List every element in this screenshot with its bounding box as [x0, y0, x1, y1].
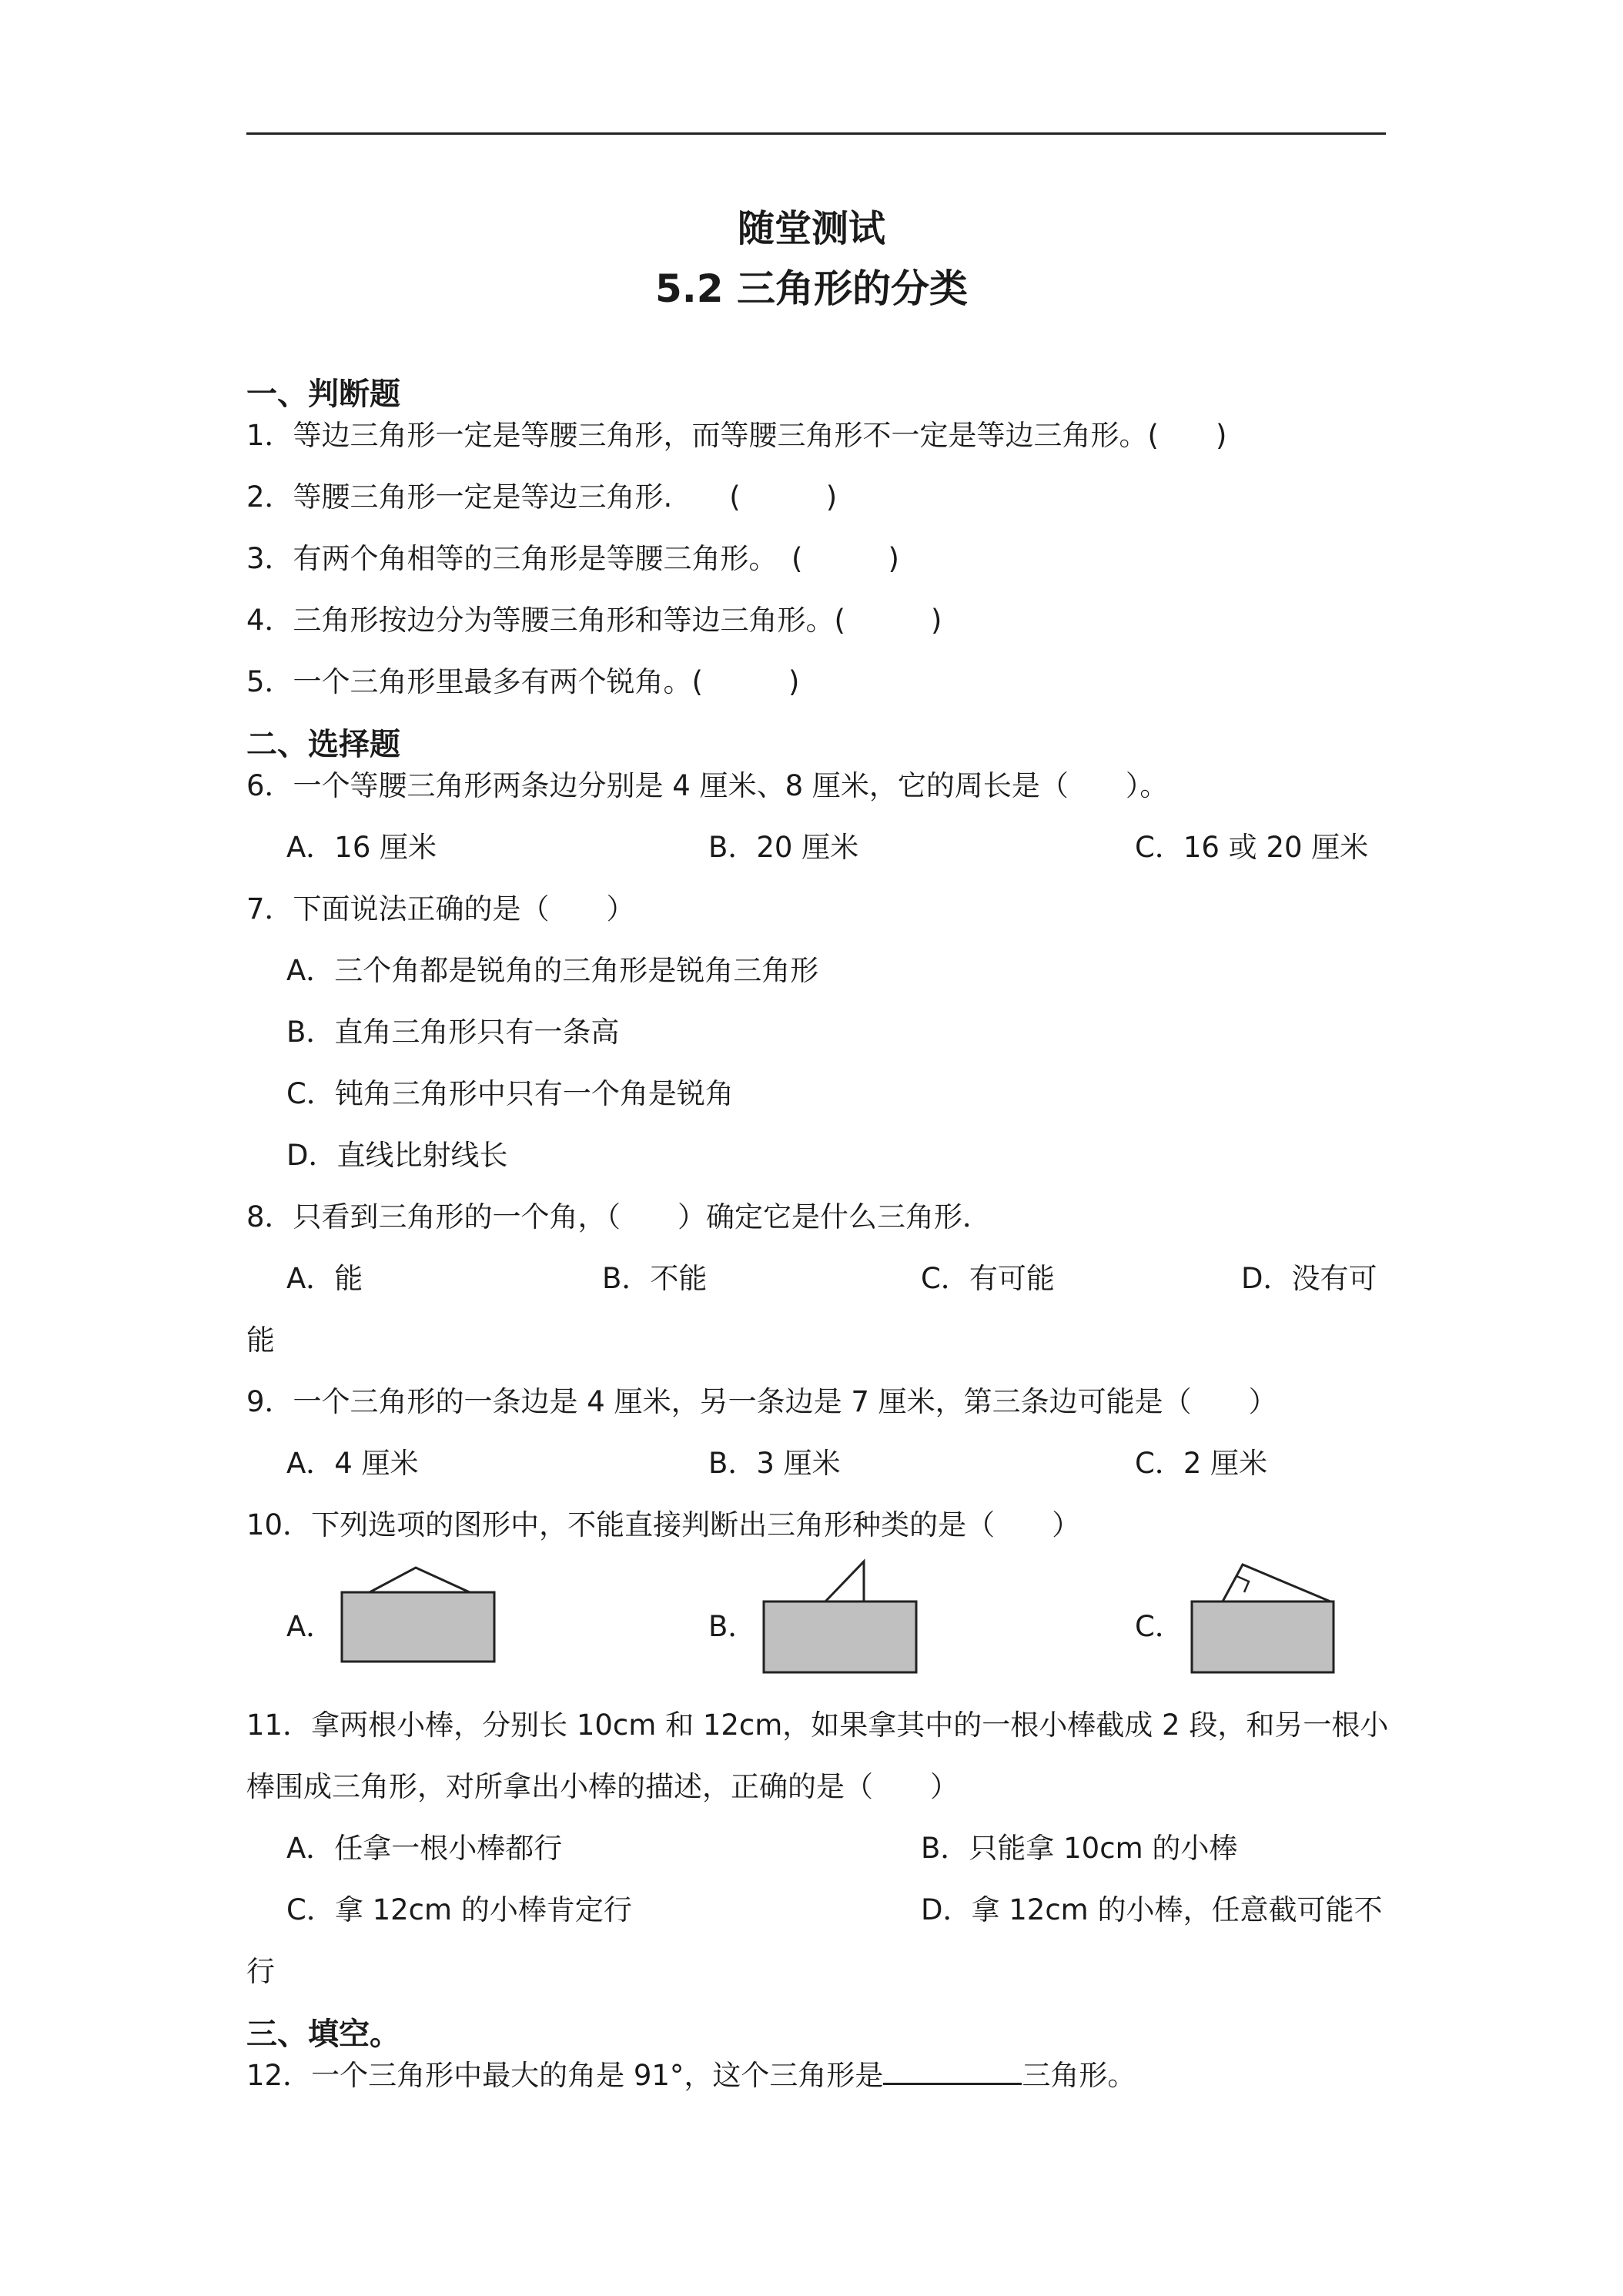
q9-option-a: A．4 厘米 — [286, 1447, 419, 1480]
q6-option-c: C．16 或 20 厘米 — [1135, 831, 1369, 864]
question-11-line-2: 棒围成三角形，对所拿出小棒的描述，正确的是（ ） — [246, 1770, 959, 1803]
q7-option-b: B．直角三角形只有一条高 — [286, 1016, 620, 1049]
q10-option-a-label: A． — [286, 1610, 335, 1643]
q11-option-a: A．任拿一根小棒都行 — [286, 1832, 563, 1865]
q10-option-c-label: C． — [1135, 1610, 1183, 1643]
question-9: 9．一个三角形的一条边是 4 厘米，另一条边是 7 厘米，第三条边可能是（ ） — [246, 1385, 1277, 1418]
q11-option-b: B．只能拿 10cm 的小棒 — [921, 1832, 1238, 1865]
q8-option-d-continued: 能 — [246, 1324, 275, 1357]
question-4: 4．三角形按边分为等腰三角形和等边三角形。( ) — [246, 604, 942, 637]
q8-option-a: A．能 — [286, 1262, 363, 1295]
q10-figure-c — [1189, 1557, 1343, 1680]
question-12 — [246, 2052, 1136, 2094]
q8-option-c: C．有可能 — [921, 1262, 1055, 1295]
q7-option-a: A．三个角都是锐角的三角形是锐角三角形 — [286, 954, 819, 987]
q11-option-c: C．拿 12cm 的小棒肯定行 — [286, 1893, 632, 1926]
q7-option-d: D．直线比射线长 — [286, 1139, 508, 1172]
q9-option-b: B．3 厘米 — [708, 1447, 841, 1480]
q6-option-a: A．16 厘米 — [286, 831, 437, 864]
question-5: 5．一个三角形里最多有两个锐角。( ) — [246, 665, 800, 698]
question-11-line-1: 11．拿两根小棒，分别长 10cm 和 12cm，如果拿其中的一根小棒截成 2 段，和另一根小 — [246, 1709, 1389, 1742]
q10-c-right-angle-mark — [1236, 1576, 1249, 1592]
page-subtitle: 5.2 三角形的分类 — [655, 266, 968, 311]
q8-option-b: B．不能 — [602, 1262, 708, 1295]
q10-option-b-label: B． — [708, 1610, 757, 1643]
q10-figure-a — [339, 1563, 500, 1671]
q10-a-rectangle — [342, 1592, 494, 1662]
answer-blank[interactable] — [883, 2057, 1022, 2085]
section-choice-heading: 二、选择题 — [246, 727, 400, 762]
q10-figure-b — [761, 1557, 922, 1680]
question-12-suffix: 三角形。 — [1022, 2059, 1136, 2092]
question-10: 10．下列选项的图形中，不能直接判断出三角形种类的是（ ） — [246, 1508, 1081, 1541]
section-fill-heading: 三、填空。 — [246, 2017, 400, 2052]
question-7: 7．下面说法正确的是（ ） — [246, 892, 635, 925]
q9-option-c: C．2 厘米 — [1135, 1447, 1268, 1480]
q10-b-triangle-corner — [825, 1561, 864, 1602]
q11-option-d-continued: 行 — [246, 1955, 275, 1988]
top-rule — [246, 132, 1386, 135]
q6-option-b: B．20 厘米 — [708, 831, 859, 864]
q7-option-c: C．钝角三角形中只有一个角是锐角 — [286, 1077, 734, 1110]
q10-b-rectangle — [764, 1602, 916, 1672]
question-3: 3．有两个角相等的三角形是等腰三角形。 ( ) — [246, 542, 899, 575]
q10-c-triangle — [1223, 1565, 1330, 1602]
question-12-text: 12．一个三角形中最大的角是 91°，这个三角形是 — [246, 2059, 884, 2092]
question-8: 8．只看到三角形的一个角，（ ）确定它是什么三角形． — [246, 1200, 992, 1233]
q8-option-d: D．没有可 — [1241, 1262, 1377, 1295]
q10-c-rectangle — [1192, 1602, 1334, 1672]
question-2: 2．等腰三角形一定是等边三角形. ( ) — [246, 480, 838, 514]
q10-a-triangle-top — [370, 1568, 470, 1592]
section-judgement-heading: 一、判断题 — [246, 377, 400, 412]
page-title: 随堂测试 — [737, 207, 885, 250]
question-6: 6．一个等腰三角形两条边分别是 4 厘米、8 厘米，它的周长是（ ）。 — [246, 769, 1169, 802]
q11-option-d: D．拿 12cm 的小棒，任意截可能不 — [921, 1893, 1383, 1926]
question-1: 1．等边三角形一定是等腰三角形，而等腰三角形不一定是等边三角形。( ) — [246, 419, 1227, 452]
